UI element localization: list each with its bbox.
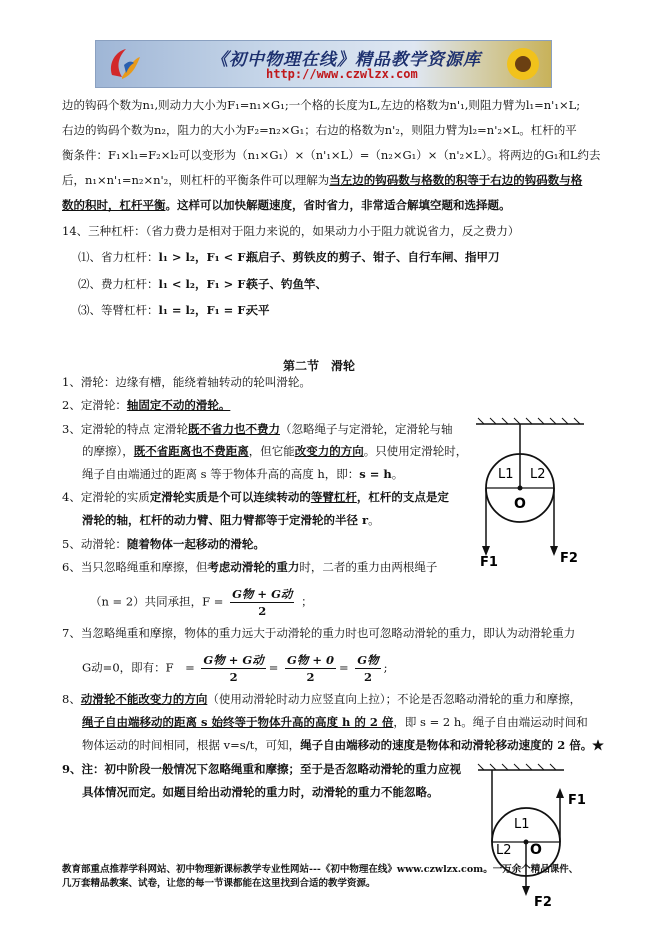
banner-url[interactable]: http://www.czwlzx.com [266, 67, 418, 81]
label-f1: F1 [568, 793, 586, 808]
text-line: 后，n₁×n'₁=n₂×n'₂，则杠杆的平衡条件可以理解为当左边的钩码数与格数的积等于右边的钩码数与格 [62, 173, 583, 187]
text-line: 绳子自由端通过的距离 s 等于物体升高的高度 h，即：s = h。 [82, 467, 404, 481]
banner-title: 《初中物理在线》精品教学资源库 [211, 50, 481, 70]
logo-icon [104, 45, 144, 83]
fraction: $\frac{\text{G物 + G动}}{2}$ [203, 653, 264, 684]
text-line: 8、动滑轮不能改变力的方向（使用动滑轮时动力应竖直向上拉）；不论是否忽略动滑轮的重力和摩擦， [62, 692, 582, 706]
label-o: O [514, 496, 526, 512]
formula-line: （n = 2）共同承担，F = $\frac{\text{G物 + G动}}{2}$ ； [90, 587, 313, 618]
text-line: 6、当只忽略绳重和摩擦，但考虑动滑轮的重力时，二者的重力由两根绳子 [62, 560, 438, 574]
text-line: 3、定滑轮的特点 定滑轮既不省力也不费力（忽略绳子与定滑轮，定滑轮与轴 [62, 422, 453, 436]
text-line: 边的钩码个数为n₁,则动力大小为F₁=n₁×G₁;一个格的长度为L,左边的格数为n'₁,则阻力臂为l₁=n'₁×L; [62, 98, 581, 112]
fraction: $\frac{\text{G物 + 0}}{2}$ [287, 653, 334, 684]
text-line: 绳子自由端移动的距离 s 始终等于物体升高的高度 h 的 2 倍，即 s = 2 h。绳子自由端运动时间和 [82, 715, 588, 729]
header-banner [95, 40, 552, 88]
lever-type: ⑶、等臂杠杆：l₁ = l₂，F₁ = F₂天平 [78, 303, 270, 317]
formula-line: G动=0，即有：F = $\frac{\text{G物 + G动}}{2}$ = $\frac{\text{G物 + 0}}{2}$ = $\frac{\text{G物}}{2}$ ; [82, 653, 388, 684]
text-line: 2、定滑轮：轴固定不动的滑轮。 [62, 398, 231, 412]
text-line: 衡条件：F₁×l₁=F₂×l₂可以变形为（n₁×G₁）×（n'₁×L）=（n₂×G₁）×（n'₂×L）。将两边的G₁和L约去 [62, 148, 601, 162]
footer [62, 863, 578, 891]
label-o: O [530, 842, 542, 858]
label-l2: L2 [496, 843, 512, 858]
text-line: 的摩擦），既不省距离也不费距离，但它能改变力的方向。只使用定滑轮时， [82, 444, 468, 458]
label-l1: L1 [514, 817, 530, 832]
text-line: 7、当忽略绳重和摩擦，物体的重力远大于动滑轮的重力时也可忽略动滑轮的重力，即认为动滑轮重力 [62, 626, 576, 640]
text-line: 具体情况而定。如题目给出动滑轮的重力时，动滑轮的重力不能忽略。 [82, 785, 439, 799]
fraction: $\frac{\text{G物 + G动}}{2}$ [232, 587, 293, 618]
section-title: 第二节 滑轮 [283, 359, 356, 373]
text-line: 5、动滑轮：随着物体一起移动的滑轮。 [62, 537, 265, 551]
lever-type: ⑴、省力杠杆：l₁ > l₂，F₁ < F₂瓶启子、剪铁皮的剪子、钳子、自行车闸、指甲刀 [78, 250, 500, 264]
sunflower-icon [501, 45, 545, 83]
lever-type: ⑵、费力杠杆：l₁ < l₂，F₁ > F₂筷子、钓鱼竿、 [78, 277, 327, 291]
text-line: 14、三种杠杆：（省力费力是相对于阻力来说的，如果动力小于阻力就说省力，反之费力） [62, 224, 520, 238]
label-f2: F2 [534, 895, 552, 910]
text-line: 滑轮的轴，杠杆的动力臂、阻力臂都等于定滑轮的半径 r。 [82, 513, 380, 527]
text-line: 4、定滑轮的实质定滑轮实质是个可以连续转动的等臂杠杆，杠杆的支点是定 [62, 490, 449, 504]
label-f1: F1 [480, 555, 498, 570]
label-l1: L1 [498, 467, 514, 482]
text-line: 1、滑轮：边缘有槽，能绕着轴转动的轮叫滑轮。 [62, 375, 311, 389]
footer-line: 教育部重点推荐学科网站、初中物理新课标教学专业性网站---《初中物理在线》www.czwlzx.com。一万余个精品课件、 [62, 864, 579, 875]
text-line: 数的积时，杠杆平衡。这样可以加快解题速度，省时省力，非常适合解填空题和选择题。 [62, 198, 511, 212]
footer-line: 几万套精品教案、试卷，让您的每一节课都能在这里找到合适的教学资源。 [62, 878, 376, 889]
label-f2: F2 [560, 551, 578, 566]
label-l2: L2 [530, 467, 546, 482]
fraction: $\frac{\text{G物}}{2}$ [357, 653, 379, 684]
text-line: 右边的钩码个数为n₂，阻力的大小为F₂=n₂×G₁；右边的格数为n'₂，则阻力臂为l₂=n'₂×L。杠杆的平 [62, 123, 577, 137]
text-line: 9、注：初中阶段一般情况下忽略绳重和摩擦；至于是否忽略动滑轮的重力应视 [62, 762, 461, 776]
text-line: 物体运动的时间相同，根据 v=s/t，可知，绳子自由端移动的速度是物体和动滑轮移动速度的 2 倍。★ [82, 738, 604, 752]
fixed-pulley-diagram [470, 416, 590, 576]
